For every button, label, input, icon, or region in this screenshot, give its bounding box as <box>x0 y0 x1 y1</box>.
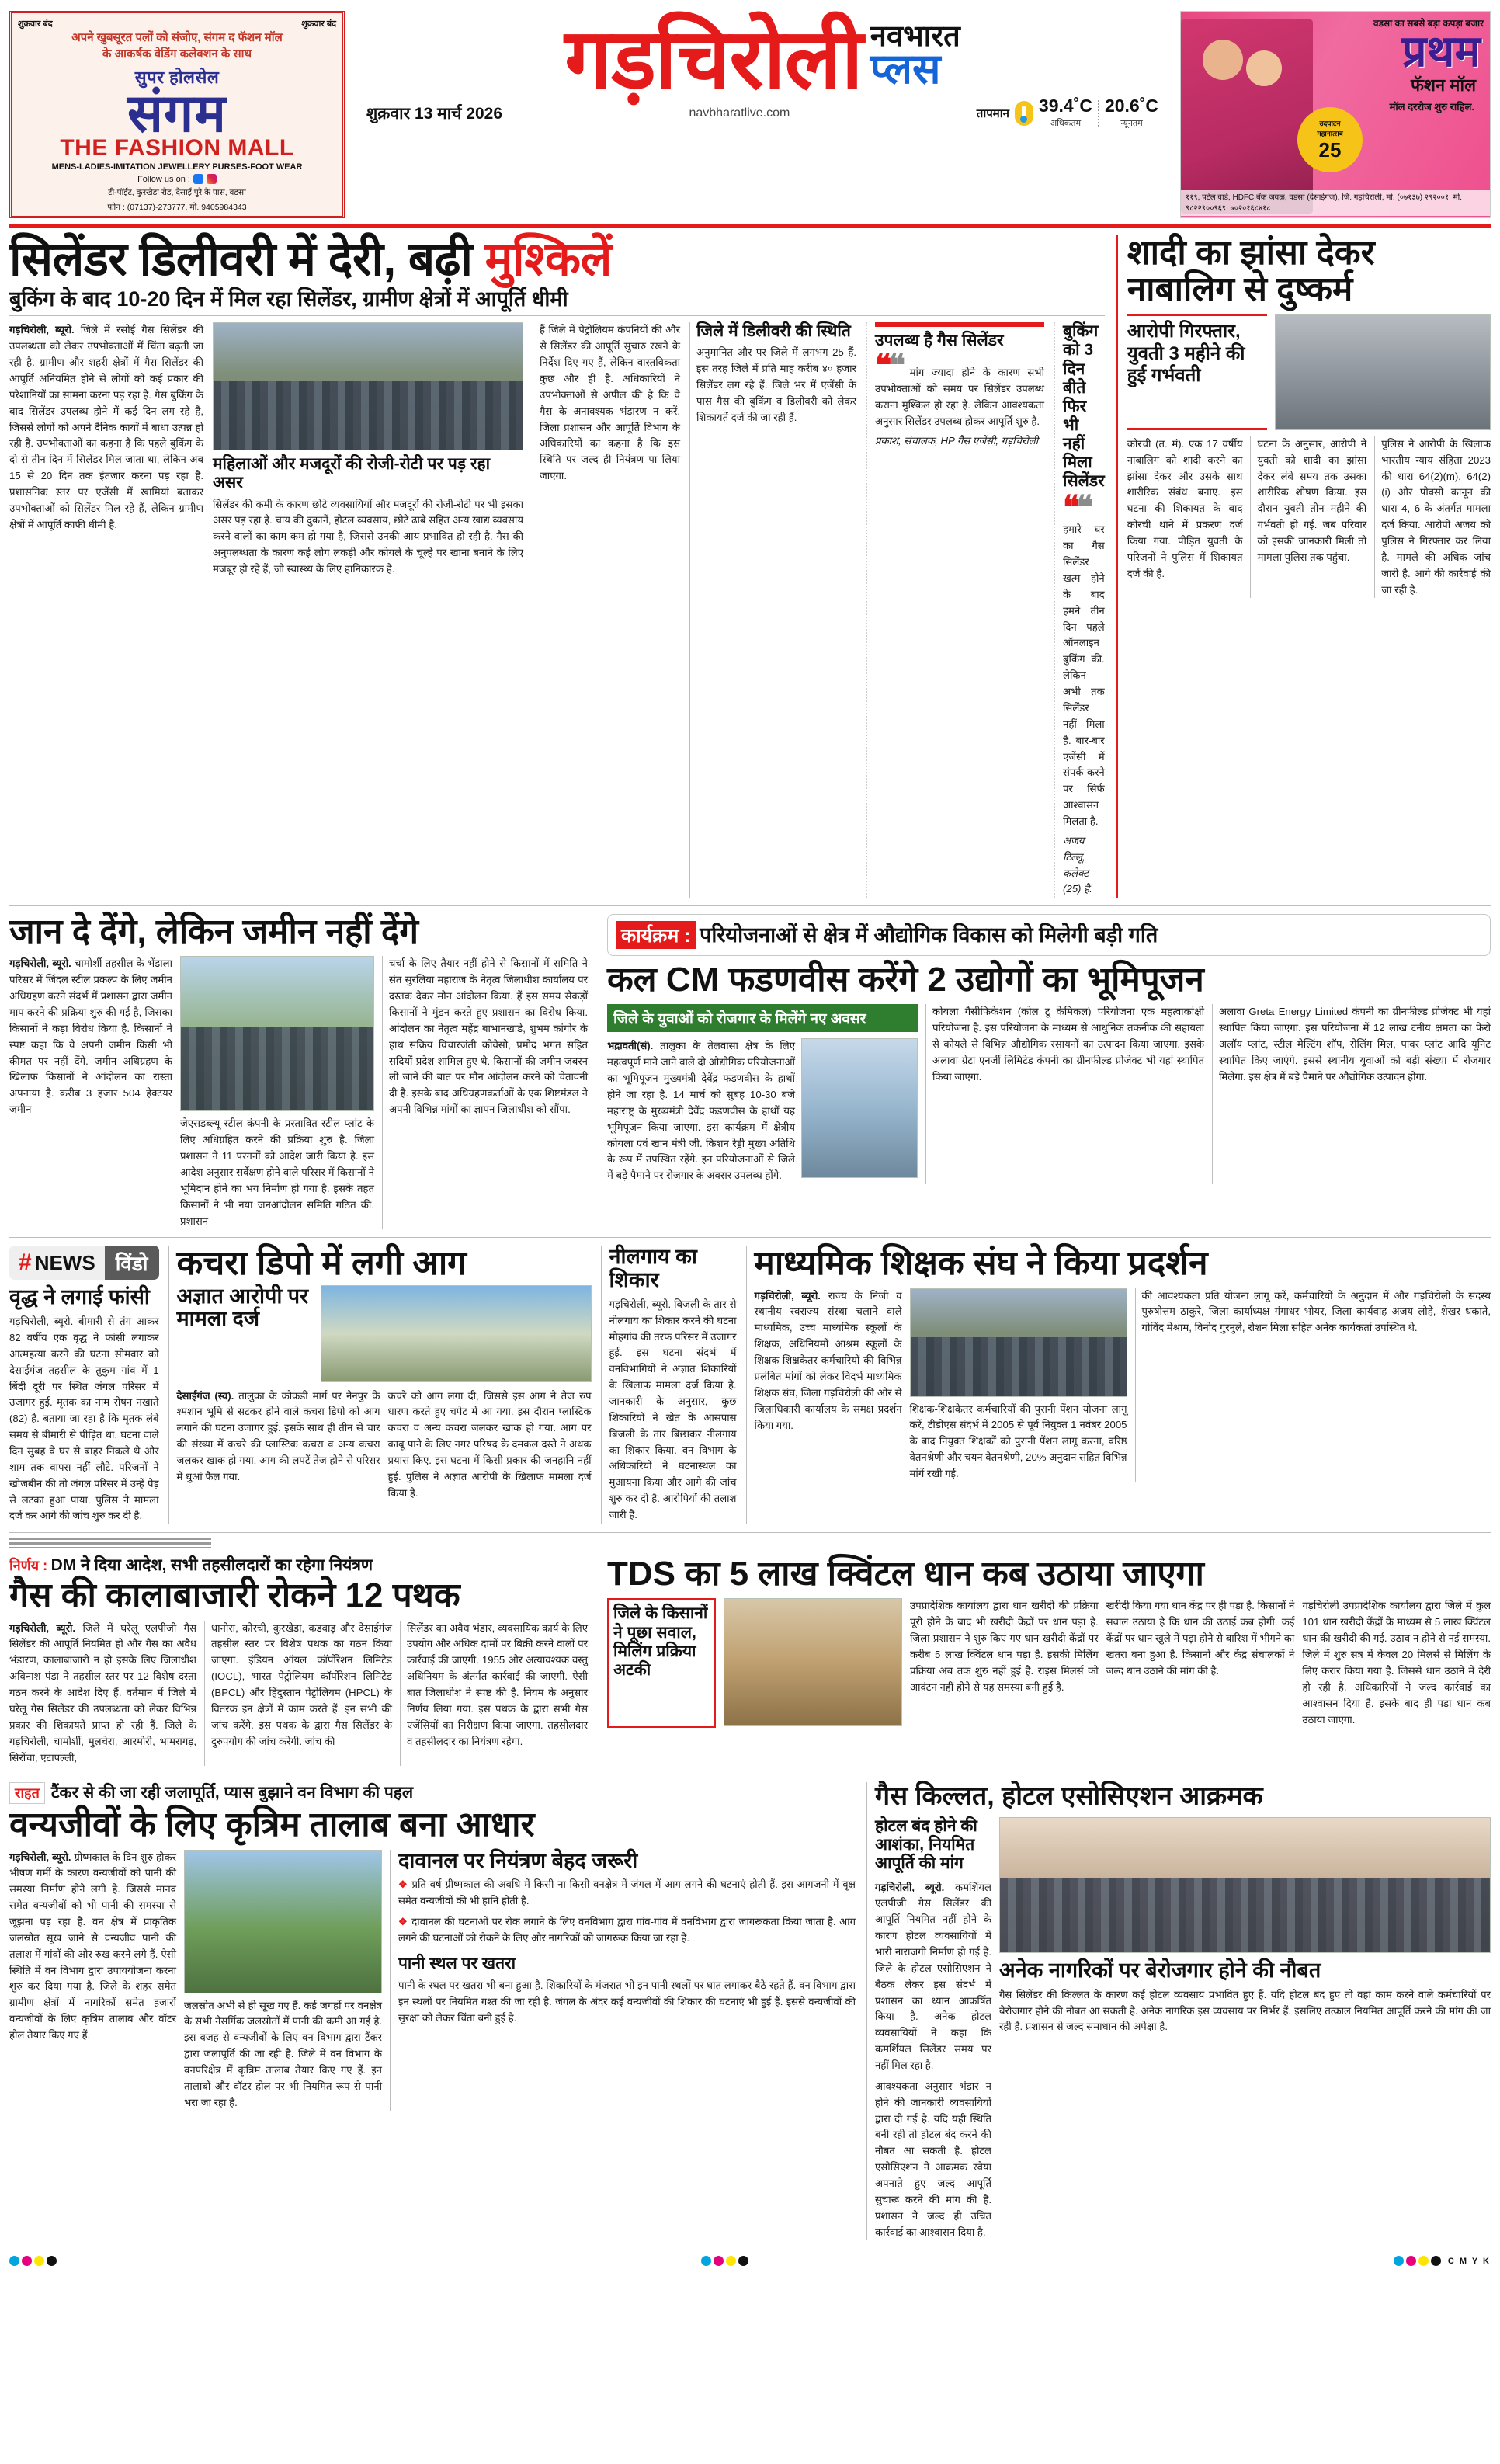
wildlife-story <box>9 1782 856 2240</box>
gas-byline: गड़चिरोली, ब्यूरो. <box>9 1621 76 1634</box>
ad-closed-right: शुक्रवार बंद <box>301 19 336 29</box>
fire-kicker: अज्ञात आरोपी पर मामला दर्ज <box>176 1284 309 1331</box>
lead-quote-box-1 <box>866 322 1044 898</box>
wildlife-kicker-row <box>9 1782 856 1804</box>
wildlife-photo <box>184 1850 382 1993</box>
gas-col1: गड़चिरोली, ब्यूरो. जिले में घरेलू एलपीजी गैस सिलेंडर की आपूर्ति नियमित हो और गैस का अवैध भंडारण, कालाबाजारी न हो इसके लिए जिलाधीश अविनाश पंडा ने तहसील स्तर पर 12 विशेष दस्ता गठन करने के आदेश दिए हैं. वर्तमान में जिले में घरेलू गैस सिलेंडर की उपलब्धता को लेकर विभिन्न प्रकार की शिकायतें प्राप्त हो रही हैं. जिले के गड़चिरोली, चामोर्शी, मुलचेरा, आरमोरी, भामरागड़, सिरोंचा, एटापल्ली, <box>9 1621 196 1764</box>
ad-pratham-brand: प्रथम <box>1401 26 1481 75</box>
ad-english-name: THE FASHION MALL <box>60 135 294 162</box>
nilgai-headline: नीलगाय का शिकार <box>609 1245 697 1292</box>
news-video-headline: वृद्ध ने लगाई फांसी <box>9 1285 150 1309</box>
newspaper-title: गड़चिरोली <box>564 12 863 106</box>
ad-pratham-note: मॉल दररोज शुरु राहिल. <box>1389 101 1474 113</box>
temperature-max <box>1039 97 1092 130</box>
tds-sidebox <box>607 1598 716 1728</box>
hotel-byline: गड़चिरोली, ब्यूरो. <box>875 1881 945 1893</box>
page-footer <box>9 2251 1491 2274</box>
masthead-center <box>351 11 1174 218</box>
gas-kicker: DM ने दिया आदेश, सभी तहसीलदारों का रहेगा नियंत्रण <box>50 1556 373 1575</box>
video-badge-label[interactable]: विंडो <box>105 1246 159 1280</box>
temperature-min-caption: न्यूनतम <box>1120 119 1143 129</box>
decorative-lines <box>9 1538 211 1548</box>
band-5 <box>9 1782 1491 2240</box>
cm-col1: भद्रावती(सं). तालुका के तेलवासा क्षेत्र के लिए महत्वपूर्ण माने जाने वाले दो औद्योगिक परियोजनाओं का भूमिपूजन मुख्यमंत्री देवेंद्र फडणवीस के हाथों होने जा रहा है. 14 मार्च को सुबह 10-30 बजे महाराष्ट्र के मुख्यमंत्री देवेंद्र फडणवीस के हाथों यह भूमिपूजन किया जाएगा. इस कार्यक्रम में क्षेत्रीय कोयला एवं खान मंत्री जी. किशन रेड्डी मुख्य अतिथि के रूप में उपस्थित रहेंगे. इन परियोजनाओं से जिले में बड़े पैमाने पर रोजगार के अवसर उपलब्ध होंगे. <box>607 1040 795 1182</box>
band-3 <box>9 1246 1491 1524</box>
band-2 <box>9 914 1491 1229</box>
hotel-story <box>866 1782 1491 2240</box>
ad-brand-sangam: संगम <box>127 83 227 143</box>
wildlife-box-p2: ❖ दावानल की घटनाओं पर रोक लगाने के लिए वनविभाग द्वारा गांव-गांव में वनविभाग द्वारा जागरूकता किया जाता है. आग लगने की घटनाओं को रोकने के लिए और नागरिकों को जागरूक किया जा रहा है. <box>398 1915 856 1944</box>
quote-icon-2: ❝❝ <box>1063 489 1091 524</box>
cm-col-left <box>607 1004 918 1184</box>
lead-photo-caption-head: महिलाओं और मजदूरों की रोजी-रोटी पर पड़ रहा असर <box>213 455 491 492</box>
crime-photo <box>1275 314 1491 430</box>
lead-col1-body: जिले में रसोई गैस सिलेंडर की उपलब्धता को लेकर उपभोक्ताओं में चिंता बढ़ती जा रही है. ग्रामीण और शहरी क्षेत्रों में गैस सिलेंडर की आपूर्ति अनियमित होने से लोगों को कई प्रकार की परेशानियों का सामना करना पड़ रहा है. गैस बुकिंग के बाद सिलेंडर उपलब्ध होने में कई दिन लग रहे हैं, जिससे लोगों को अपने दैनिक कार्यों में बाधा उत्पन्न हो रही है. उपभोक्ताओं का कहना है कि पहले बुकिंग के दो से तीन दिन में सिलेंडर मिल जाता था, लेकिन अब 15 से 20 दिन तक इंतजार करना पड़ रहा है. प्रशासनिक स्तर पर एजेंसी में खामियां बताकर उपभोक्ताओं को सिलेंडर मिल रहे हैं, लेकिन ग्रामीण क्षेत्रों में आपूर्ति काफी धीमी है. <box>9 324 203 530</box>
land-col2: जेएसडब्ल्यू स्टील कंपनी के प्रस्तावित स्टील प्लांट के लिए अधिग्रहित करने की प्रक्रिया शुरु है. जिला प्रशासन ने 11 परगनों को आदेश जारी किया है. इस आदेश अनुसार सर्वेक्षण होने वाले परिसर में किसानों ने भूमिदान होने का भय निर्माण हो गया है. इसके तहत किसानों ने भी नया जनआंदोलन समिति गठित की. प्रशासन <box>180 1117 374 1227</box>
tds-headline: TDS का 5 लाख क्विंटल धान कब उठाया जाएगा <box>607 1555 1204 1593</box>
quotebox1-text: ❝❝ मांग ज्यादा होने के कारण सभी उपभोक्ताओं को समय पर सिलेंडर उपलब्ध कराना मुश्किल हो रहा है. लेकिन आवश्यकता अनुसार सिलेंडर उपलब्ध होकर आपूर्ति शुरु है. <box>875 349 1044 428</box>
quotebox1-attr: प्रकाश, संचालक, HP गैस एजेंसी, गड़चिरोली <box>875 434 1039 447</box>
lead-col-4 <box>689 322 856 898</box>
fire-story <box>168 1246 592 1524</box>
ad-pratham-sub: फॅशन मॉल <box>1410 75 1476 95</box>
land-photo <box>180 956 374 1111</box>
lead-subhead: बुकिंग के बाद 10-20 दिन में मिल रहा सिलेंडर, ग्रामीण क्षेत्रों में आपूर्ति धीमी <box>9 288 1105 317</box>
teacher-story <box>746 1246 1491 1524</box>
crime-body-3: पुलिस ने आरोपी के खिलाफ भारतीय न्याय संहिता 2023 की धारा 64(2)(m), 64(2)(i) और पोक्सो कानून की धारा 4, 6 के अंतर्गत मामला दर्ज किया. आरोपी अजय को पुलिस ने गिरफ्तार कर लिया है. मामले की अधिक जांच जारी है. आगे की कार्रवाई की जा रही है. <box>1381 437 1491 596</box>
lead-col2-body: सिलेंडर की कमी के कारण छोटे व्यवसायियों और मजदूरों की रोजी-रोटी पर भी इसका असर पड़ रहा है. चाय की दुकानें, होटल व्यवसाय, छोटे ढाबे सहित अन्य खाद्य व्यवसाय करने वालों का काम कम हो गया है, जिससे उनकी आय प्रभावित हो रही है. गैस की अनुपलब्धता के कारण कई लोग लकड़ी और कोयले के चूल्हे पर खाना बनाने के लिए मजबूर हो रहे हैं, जो स्वास्थ्य के लिए हानिकारक है. <box>213 498 523 575</box>
lead-photo-queue <box>213 322 523 450</box>
ad-pratham-fashion-mall[interactable] <box>1180 11 1491 218</box>
quotebox2-title: बुकिंग को 3 दिन बीते फिर भी नहीं मिला सिलेंडर <box>1063 322 1105 491</box>
wildlife-tag: राहत <box>9 1782 45 1804</box>
gas-kicker-row <box>9 1556 588 1575</box>
wildlife-box2-text: पानी के स्थल पर खतरा भी बना हुआ है. शिकारियों के मंजरात भी इन पानी स्थलों पर घात लगाकर बैठे रहते हैं. वन विभाग द्वारा इन स्थलों पर नियमित गश्त की जा रही है. जंगल के अंदर कई वन्यजीवों की शिकार की घटनाएं भी हुई हैं. इससे वन्यजीवों की सुरक्षा को लेकर चिंता बनी हुई है. <box>398 1979 856 2024</box>
lead-col-3 <box>533 322 680 898</box>
temperature-divider <box>1098 100 1099 127</box>
ad-tagline-line1: अपने खुबसूरत पलों को संजोए, संगम द फॅशन मॉल <box>71 31 283 44</box>
cm-kicker-box <box>607 914 1491 956</box>
cm-tag: कार्यक्रम : <box>616 921 696 949</box>
website-url[interactable]: navbharatlive.com <box>689 106 790 120</box>
crime-body-1: कोरची (त. मं). एक 17 वर्षीय नाबालिग को शादी करने का झांसा देकर और उसके साथ शारीरिक संबंध बनाए. इस घटना की शिकायत के बाद कोरची थाने में प्रकरण दर्ज किया गया. पीड़ित युवती के परिजनों ने पुलिस में शिकायत दर्ज की है. <box>1127 437 1243 579</box>
newspaper-subtitle-group <box>870 20 960 96</box>
tds-sidebox-text: जिले के किसानों ने पूछा सवाल, मिलिंग प्रक्रिया अटकी <box>613 1604 708 1679</box>
gas-tag: निर्णय : <box>9 1558 48 1574</box>
crime-story <box>1116 235 1491 898</box>
thermometer-icon <box>1015 101 1033 126</box>
land-columns <box>9 956 588 1229</box>
fire-body-1: देसाईगंज (स्व). तालुका के कोकडी मार्ग पर नैनपुर के श्मशान भूमि से सटकर होने वाले कचरा डिपो को आग लगाने की घटना उजागर हुई. इसके साथ ही तीन से चार की संख्या में कचरे की प्लास्टिक कचरा व अन्य कचरा जलकर खाक हो गया. आग की लपटें तेज होने से परिसर में धुआं फैल गया. <box>176 1389 380 1482</box>
ad-address: टी-पॉईंट, कुरखेडा रोड, देसाई पुरे के पास, वडसा <box>108 188 246 198</box>
hash-icon: # <box>19 1249 32 1276</box>
ad-follow-row <box>18 174 336 184</box>
nilgai-body: गड़चिरोली, ब्यूरो. बिजली के तार से नीलगाय का शिकार करने की घटना मोहगांव की तरफ परिसर में उजागर हुई. इस घटना संदर्भ में वनविभागियों ने अज्ञात शिकारियों के खिलाफ मामला दर्ज किया है. जानकारी के अनुसार, कुछ शिकारियों ने खेत के आसपास बिजली के तार बिछाकर नीलगाय का शिकार किया. वन विभाग के अधिकारियों ने घटनास्थल का मुआयना किया और आगे की जांच शुरु कर दी है. आरोपियों की तलाश जारी है. <box>609 1298 737 1520</box>
wildlife-kicker: टैंकर से की जा रही जलापूर्ति, प्यास बुझाने वन विभाग की पहल <box>50 1784 414 1802</box>
lead-quote-box-2 <box>1054 322 1105 898</box>
wildlife-col1: गड़चिरोली, ब्यूरो. ग्रीष्मकाल के दिन शुरु होकर भीषण गर्मी के कारण वन्यजीवों को पानी की समस्या निर्माण होने लगी है. जिससे मानव समेत वन्यजीवों को भी पानी की समस्या से जूझना पड़ रहा है. वन क्षेत्र में प्राकृतिक जलस्रोत सूख जाने से वन्यजीव पानी की तलाश में गांवों की ओर रुख करने लगे हैं. ऐसी स्थिति में वन विभाग द्वारा उपाययोजना करना शुरु कर दिया गया है. जिले के शहर समेत ग्रामीण क्षेत्रों में नागरिकों समेत हजारों वन्यजीवों के लिए कृत्रिम तालाब और वॉटर होल तैयार किए गए हैं. <box>9 1851 176 2041</box>
ad-super-wholesale: सुपर होलसेल <box>134 67 220 87</box>
wildlife-byline: गड़चिरोली, ब्यूरो. <box>9 1851 71 1863</box>
teacher-col1: गड़चिरोली, ब्यूरो. राज्य के निजी व स्थानीय स्वराज्य संस्था चलाने वाले माध्यमिक, उच्च माध्यमिक स्कूलों के शिक्षक, अधिनियमों आश्रम स्कूलों के शिक्षक-शिक्षकेतर कर्मचारियों की विभिन्न प्रलंबित मांगों को लेकर विदर्भ माध्यमिक शिक्षक संघ, जिला गड़चिरोली की ओर से जिलाधिकारी कार्यालय के समक्ष प्रदर्शन किया गया. <box>754 1289 902 1431</box>
cm-kicker: परियोजनाओं से क्षेत्र में औद्योगिक विकास को मिलेगी बड़ी गति <box>700 923 1158 947</box>
wildlife-box-col <box>390 1850 856 2111</box>
quote-icon: ❝❝ <box>875 349 903 384</box>
tds-col2: खरीदी किया गया धान केंद्र पर ही पड़ा है. किसानों ने सवाल उठाया है कि धान की उठाई कब होगी. कई केंद्रों पर धान खुले में पड़ा होने से बारिश में भीगने का खतरा बना हुआ है. किसानों और केंद्र संचालकों ने जल्द धान उठाने की मांग की है. <box>1106 1600 1295 1677</box>
temperature-min <box>1105 97 1158 130</box>
ad-discount-value: 25 <box>1318 137 1342 162</box>
cm-columns <box>607 1004 1491 1184</box>
tds-photo <box>724 1598 902 1726</box>
news-video-story <box>9 1246 159 1524</box>
temperature-label: तापमान <box>976 107 1009 121</box>
ad-phone: फोन : (07137)-273777, मो. 9405984343 <box>107 202 247 212</box>
ad-couple-photo <box>1181 19 1313 214</box>
teacher-byline: गड़चिरोली, ब्यूरो. <box>754 1289 821 1302</box>
lead-story <box>9 235 1105 898</box>
hotel-col1: गड़चिरोली, ब्यूरो. कमर्शियल एलपीजी गैस सिलेंडर की आपूर्ति नियमित नहीं होने के कारण होटल व्यवसायियों में भारी नाराजगी निर्माण हो गई है. जिले के होटल एसोसिएशन ने बैठक लेकर इस संदर्भ में प्रशासन का ध्यान आकर्षित किया है. अनेक होटल व्यवसायियों ने कहा कि कमर्शियल सिलेंडर समय पर नहीं मिल रहा है. <box>875 1881 991 2071</box>
lead-col-1 <box>9 322 203 898</box>
footer-color-dots-left <box>9 2256 57 2266</box>
newspaper-navbharat: नवभारत <box>870 20 960 54</box>
wildlife-box-title: दावानल पर नियंत्रण बेहद जरूरी <box>398 1848 638 1872</box>
fire-photo <box>321 1285 592 1382</box>
cm-photo-cm <box>801 1038 918 1178</box>
ad-sangam-fashion-mall[interactable] <box>9 11 345 218</box>
publication-date: शुक्रवार 13 मार्च 2026 <box>366 105 503 123</box>
wildlife-col2: जलस्रोत अभी से ही सूख गए हैं. कई जगहों पर वनक्षेत्र के सभी नैसर्गिक जलस्रोतों में पानी की कमी आ गई है. इस वजह से वन्यजीवों के लिए वन विभाग द्वारा टैंकर द्वारा जलापूर्ति की जा रही है. जिले में वन विभाग के वनपरिक्षेत्र में कृत्रिम तालाब तैयार किए गए हैं. इन तालाबों और वॉटर होल पर भी नियमित रूप से पानी भरा जा रहा है. <box>184 1999 382 2108</box>
quotebox2-text: ❝❝ हमारे घर का गैस सिलेंडर खत्म होने के बाद हमने तीन दिन पहले ऑनलाइन बुकिंग की. लेकिन अभी तक सिलेंडर नहीं मिला है. बार-बार एजेंसी में संपर्क करने पर सिर्फ आश्वासन मिलता है. <box>1063 489 1105 827</box>
footer-color-dots-center <box>701 2256 748 2266</box>
instagram-icon[interactable] <box>207 174 217 184</box>
ad-categories: MENS-LADIES-IMITATION JEWELLERY PURSES-FOOT WEAR <box>51 162 303 172</box>
land-headline: जान दे देंगे, लेकिन जमीन नहीं देंगे <box>9 912 419 951</box>
lead-col1-text <box>9 322 203 533</box>
hotel-col2: आवश्यकता अनुसार भंडार न होने की जानकारी व्यवसायियों द्वारा दी गई है. यदि यही स्थिति बनी रही तो होटल बंद करने की नौबत आ सकती है. होटल एसोसिएशन ने आक्रमक रवैया अपनाते हुए जल्द आपूर्ति सुचारू करने की मांग की है. प्रशासन ने जल्द ही उचित कार्रवाई का आश्वासन दिया है. <box>875 2080 991 2238</box>
lead-col3-body: हैं जिले में पेट्रोलियम कंपनियों की और से सिलेंडर की आपूर्ति सुचारु रखने के निर्देश दिए गए हैं, लेकिन वास्तविकता कुछ और ही है. अधिकारियों ने उपभोक्ताओं से अपील की है कि वे गैस के अनावश्यक भंडारण न करें. जिला प्रशासन और आपूर्ति विभाग के अधिकारियों का कहना है कि इस स्थिति पर जल्द ही नियंत्रण पा लिया जाएगा. <box>540 324 680 482</box>
cm-headline: कल CM फडणवीस करेंगे 2 उद्योगों का भूमिपूजन <box>607 961 1204 999</box>
land-col3: चर्चा के लिए तैयार नहीं होने से किसानों में समिति ने संत सुरलिया महाराज के नेतृत्व जिलाधीश कार्यालय पर दस्तक देकर मौन आंदोलन किया. हैं इस समय सैकड़ों किसानों ने मुंडन करते हुए प्रशासन का विरोध किया. आंदोलन का नेतृत्व महेंद्र बाभानखाडे, शुभम कांगोर के हाथ सक्रिय विचारजंती कोवेसो, प्रमोद भगत सहित सदियों प्रदेश शामिल हुए थे. किसानों की जमीन जबरन ली जाने की बात पर मौन आंदोलन करने को चेतावनी दी है. इसके बाद अधिग्रहणकर्ताओं के एक शिष्टमंडल ने अपनी विभिन्न मांगों का ज्ञापन जिलाधीश को सौंपा. <box>389 957 588 1116</box>
crime-body-2: घटना के अनुसार, आरोपी ने युवती को शादी का झांसा देकर लंबे समय तक उसका शारीरिक शोषण किया. इस दौरान युवती तीन महीने की गर्भवती हो गई. जब परिवार को इसकी जानकारी मिली तो मामला पुलिस तक पहुंचा. <box>1257 437 1367 563</box>
lead-status-head: जिले में डिलीवरी की स्थिति <box>696 322 851 341</box>
crime-top-row <box>1127 314 1491 430</box>
quotebox1-title: उपलब्ध है गैस सिलेंडर <box>875 332 1004 350</box>
ad-pratham-address: ११९, पटेल वार्ड, HDFC बँक जवळ, वडसा (देसाईगंज), जि. गड़चिरोली, मो. (०७१३७) २९२००१, मो. ९८२२९००९६९, ७०२०१६८४१८ <box>1181 190 1490 216</box>
cm-byline: भद्रावती(सं). <box>607 1040 654 1052</box>
wildlife-box-p1: ❖ प्रति वर्ष ग्रीष्मकाल की अवधि में किसी ना किसी वनक्षेत्र में जंगल में आग लगने की घटनाएं होती हैं. इस आगजनी में वृक्ष समेत वन्यजीवों की भी हानि होती है. <box>398 1878 856 1907</box>
land-story <box>9 914 588 1229</box>
tds-story <box>599 1556 1491 1766</box>
hotel-col3: गैस सिलेंडर की किल्लत के कारण कई होटल व्यवसाय प्रभावित हुए हैं. यदि होटल बंद हुए तो वहां काम करने वाले कर्मचारियों पर बेरोजगार होने की नौबत आ सकती है. अनेक नागरिक इस व्यवसाय पर निर्भर हैं. इसलिए तत्काल नियमित आपूर्ति करने की मांग की जा रही है. प्रशासन से जल्द समाधान की अपेक्षा है. <box>999 1988 1491 2033</box>
newspaper-plus: प्लस <box>870 46 941 93</box>
ad-follow-label: Follow us on : <box>137 174 190 184</box>
gas-col2: धानोरा, कोरची, कुरखेडा, कडवाड़ और देसाईगंज तहसील स्तर पर विशेष पथक का गठन किया जाएगा. इंडियन ऑयल कॉर्पोरेशन लिमिटेड (IOCL), भारत पेट्रोलियम कॉर्पोरेशन लिमिटेड (BPCL) और हिंदुस्तान पेट्रोलियम (HPCL) के वितरक इन क्षेत्रों में काम करते हैं. इन सभी की जांच करेंगे. इस पथक के द्वारा गैस सिलेंडर के दुरुपयोग की जांच करेगी. जांच की <box>211 1621 392 1747</box>
crime-headline: शादी का झांसा देकर नाबालिग से दुष्कर्म <box>1127 234 1375 308</box>
band-4 <box>9 1556 1491 1766</box>
hotel-kicker: होटल बंद होने की आशंका, नियमित आपूर्ति की मांग <box>875 1817 977 1873</box>
ad-closed-left: शुक्रवार बंद <box>18 19 53 29</box>
nilgai-story <box>601 1246 737 1524</box>
lead-headline-black: सिलेंडर डिलीवरी में देरी, बढ़ी <box>9 233 485 286</box>
footer-color-dots-right <box>1394 2256 1491 2266</box>
gas-black-story <box>9 1556 588 1766</box>
tds-col3: गड़चिरोली उपप्रादेशिक कार्यालय द्वारा जिले में कुल 101 धान खरीदी केंद्रों के माध्यम से 5 लाख क्विंटल धान की खरीदी की गई. उठाव न होने से नई समस्या. जिले में शुरु सत्र में केवल 20 मिलर्स से मिलिंग के लिए करार किया गया है. जिससे धान उठाने में देरी हो रही है. अधिकारियों ने जल्द कार्रवाई का आश्वासन दिया है. इसके बाद ही पड़ा धान कब उठाया जाएगा. <box>1302 1600 1491 1725</box>
gas-col3: सिलेंडर का अवैध भंडार, व्यवसायिक कार्य के लिए उपयोग और अधिक दामों पर बिक्री करने वालों पर कार्रवाई की जाएगी. 1955 और अत्यावश्यक वस्तु अधिनियम के अंतर्गत कार्रवाई की जाएगी. ऐसी बात जिलाधीश ने स्पष्ट की है. नियम के अनुसार निर्णय लिया गया. इस पथक के द्वारा सभी गैस एजेंसियों का निरीक्षण किया जाएगा. तहसीलदार व तहसीलदार का नियंत्रण रहेगा. <box>407 1621 588 1747</box>
crime-kicker: आरोपी गिरफ्तार, युवती 3 महीने की हुई गर्भवती <box>1127 320 1245 387</box>
gas-headline: गैस की कालाबाजारी रोकने 12 पथक <box>9 1576 460 1615</box>
masthead-red-rule <box>9 224 1491 228</box>
lead-columns <box>9 322 1105 898</box>
crime-body-row <box>1127 436 1491 599</box>
cm-event-story <box>599 914 1491 1229</box>
facebook-icon[interactable] <box>193 174 203 184</box>
news-video-badge[interactable] <box>9 1246 159 1280</box>
temperature-max-caption: अधिकतम <box>1050 119 1082 129</box>
land-byline: गड़चिरोली, ब्यूरो. <box>9 957 71 970</box>
ad-closed-row <box>18 18 336 30</box>
lead-byline: गड़चिरोली, ब्यूरो. <box>9 324 75 336</box>
wildlife-headline: वन्यजीवों के लिए कृत्रिम तालाब बना आधार <box>9 1805 535 1844</box>
teacher-col3: की आवश्यकता प्रति योजना लागू करें, कर्मचारियों के अनुदान में और गड़चिरोली के सदस्य पुरुषोत्तम ठाकुरे, जिला कार्याध्यक्ष गंगाधर भोयर, जिला कार्यवाह अजय लोहे, शेखर धकाते, गोविंद मेश्राम, विनोद गुरनुले, रोशन मिला सहित अनेक कार्यकर्ता उपस्थित थे. <box>1141 1289 1491 1334</box>
teacher-col2: शिक्षक-शिक्षकेतर कर्मचारियों की पुरानी पेंशन योजना लागू करें, टीडीएस संदर्भ में 2005 से पूर्व नियुक्त 1 नवंबर 2005 के बाद नियुक्त शिक्षकों को पुरानी पेंशन लागू करना, वरिष्ठ वेतनश्रेणी और चयन वेतनश्रेणी, 20% अनुदान सहित विभिन्न मांगें रखी गई. <box>909 1402 1127 1480</box>
hotel-headline: गैस किल्लत, होटल एसोसिएशन आक्रमक <box>875 1781 1263 1812</box>
lead-status-body: अनुमानित और पर जिले में लगभग 25 हैं. इस तरह जिले में प्रति माह करीब ४० हजार सिलेंडर लग रहे हैं. जिले भर में एजेंसी के पास गैस की बुकिंग व डिलीवरी को लेकर शिकायतें दर्ज की जा रही हैं. <box>696 346 856 423</box>
land-col1: गड़चिरोली, ब्यूरो. चामोर्शी तहसील के भेंडाला परिसर में जिंदल स्टील प्रकल्प के लिए जमीन अधिग्रहण करने संदर्भ में प्रशासन द्वारा जमीन माप करने की प्रक्रिया शुरु की गई है, जिसका किसानों ने कड़ा विरोध किया है. किसानों ने स्पष्ट कहा कि वे अपनी जमीन किसी भी कीमत पर नहीं देंगे. जमीन अधिग्रहण के खिलाफ किसानों ने आंदोलन का रास्ता अपनाया है. करीब 3 हजार 504 हेक्टयर जमीन <box>9 957 172 1116</box>
ad-discount-badge <box>1297 107 1363 172</box>
lead-band <box>9 235 1491 898</box>
temperature-widget <box>977 97 1158 130</box>
crime-kicker-box <box>1127 314 1267 430</box>
tds-col1: उपप्रादेशिक कार्यालय द्वारा धान खरीदी की प्रक्रिया पूरी होने के बाद भी खरीदी केंद्रों पर धान पड़ा है. जिला प्रशासन ने शुरु किए गए धान खरीदी केंद्रों पर करीब 5 लाख क्विंटल धान पड़ा है. इसकी मिलिंग प्रक्रिया अब तक शुरु नहीं हुई है. राइस मिलर्स को आवंटन नहीं होने से यह समस्या बनी हुई है. <box>910 1600 1099 1693</box>
cm-sub-banner: जिले के युवाओं को रोजगार के मिलेंगे नए अवसर <box>607 1004 918 1032</box>
lead-headline-red: मुश्किलें <box>484 233 612 286</box>
fire-byline: देसाईगंज (स्व). <box>176 1389 234 1402</box>
teacher-headline: माध्यमिक शिक्षक संघ ने किया प्रदर्शन <box>754 1244 1208 1283</box>
ad-tagline-line2: के आकर्षक वेडिंग कलेक्शन के साथ <box>102 47 252 61</box>
news-video-body: गड़चिरोली, ब्यूरो. बीमारी से तंग आकर 82 वर्षीय एक वृद्ध ने फांसी लगाकर आत्महत्या करने की घटना सोमवार को देसाईगंज तहसील के तुकुम गांव में 1 बिंदी दूरी पर स्थित जंगल परिसर में उजागर हुई. मृतक का नाम रोषन नखाते (82) है. बताया जा रहा है कि मृतक लंबे समय से बीमारी से पीड़ित था. घटना वाले दिन सुबह वे घर से बाहर निकले थे और शाम तक वापस नहीं लौटे. परिजनों ने खोजबीन की तो जंगल परिसर में उन्हें पेड़ से लटका हुआ पाया. पुलिस ने मामला दर्ज कर आगे की जांच शुरु कर दी है. <box>9 1315 159 1522</box>
wildlife-box2-title: पानी स्थल पर खतरा <box>398 1954 516 1972</box>
ad-discount-mid: महानात्सव <box>1317 129 1343 137</box>
temperature-min-value: 20.6˚C <box>1104 96 1158 116</box>
fire-headline: कचरा डिपो में लगी आग <box>176 1244 467 1283</box>
news-badge-label: # NEWS <box>9 1246 105 1280</box>
lead-col-2 <box>213 322 523 898</box>
ad-discount-top: उदघाटन <box>1319 119 1341 127</box>
quotebox2-attr: अजय टिल्लू, कलेक्ट (25) है. <box>1063 834 1092 895</box>
hotel-sub-headline: अनेक नागरिकों पर बेरोजगार होने की नौबत <box>999 1958 1321 1983</box>
hotel-photo <box>999 1817 1491 1953</box>
fire-body-2: कचरे को आग लगा दी, जिससे इस आग ने तेज रुप धारण करते हुए चपेट में आ गया. इस दौरान प्लास्टिक कचरा व अन्य कचरा जलकर खाक हो गया. आग पर काबू पाने के लिए नगर परिषद के दमकल दस्ते ने अथक प्रयास किए. इस घटना में किसी प्रकार की जनहानि नहीं हुई. पुलिस ने अज्ञात आरोपी के खिलाफ मामला दर्ज किया है. <box>387 1389 592 1499</box>
ad-pratham-topline: वडसा का सबसे बड़ा कपड़ा बजार <box>1373 18 1484 29</box>
cm-col2: कोयला गैसीफिकेशन (कोल टू केमिकल) परियोजना एक महत्वाकांक्षी परियोजना है. इस परियोजना के माध्यम से आधुनिक तकनीक की सहायता से कोयले से विभिन्न औद्योगिक रसायनों का उत्पादन किया जाएगा. इसके अलावा ग्रेटा एनर्जी लिमिटेड कंपनी का ग्रीनफील्ड प्रोजेक्ट भी यहां स्थापित किया जाएगा. <box>932 1006 1204 1083</box>
lead-headline <box>9 233 1105 286</box>
teacher-photo <box>910 1288 1127 1397</box>
temperature-max-value: 39.4˚C <box>1038 96 1092 116</box>
cm-col3: अलावा Greta Energy Limited कंपनी का ग्रीनफील्ड प्रोजेक्ट भी यहां स्थापित किया जाएगा. इस परियोजना में 12 लाख टनीय क्षमता का फेरो अलॉय प्लांट, स्टील मेल्टिंग शॉप, रोलिंग मिल, पावर प्लांट आदि यूनिट स्थापित किए जाएंगे. इससे स्थानीय युवाओं को बड़ी संख्या में रोजगार मिलेगा. इस क्षेत्र में बड़े पैमाने पर औद्योगिक उत्पादन होगा. <box>1219 1006 1491 1083</box>
masthead <box>9 0 1491 218</box>
cmyk-label: C M Y K <box>1447 2256 1491 2266</box>
